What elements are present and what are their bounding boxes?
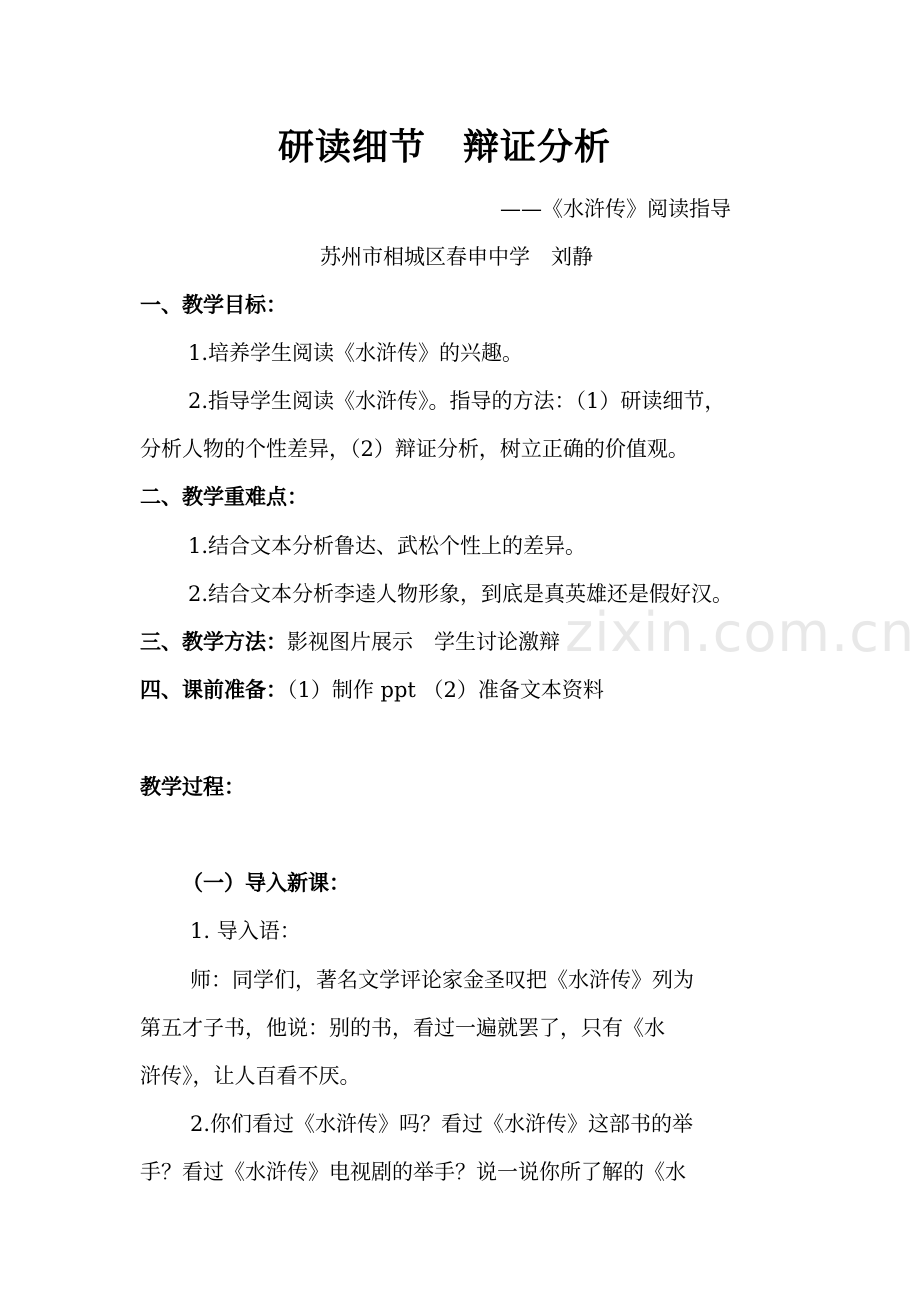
section-methods <box>140 627 560 657</box>
section-heading-preparation: 四、课前准备： <box>140 678 287 702</box>
process-heading: 教学过程： <box>140 775 245 799</box>
author-line: 苏州市相城区春申中学 刘静 <box>320 245 593 269</box>
preparation-text: （1）制作 ppt （2）准备文本资料 <box>287 678 604 702</box>
paragraph-1-line-1: 师：同学们，著名文学评论家金圣叹把《水浒传》列为 <box>190 968 694 992</box>
goal-item-1: 1.培养学生阅读《水浒传》的兴趣。 <box>188 341 524 365</box>
goal-item-2-line-2: 分析人物的个性差异，（2）辩证分析，树立正确的价值观。 <box>140 437 689 461</box>
document-title: 研读细节 辩证分析 <box>278 127 612 168</box>
key-point-2: 2.结合文本分析李逵人物形象，到底是真英雄还是假好汉。 <box>188 582 734 606</box>
section-preparation <box>140 675 604 705</box>
intro-label: 1. 导入语： <box>190 919 301 943</box>
methods-text: 影视图片展示 学生讨论激辩 <box>287 630 560 654</box>
watermark: zixin.com.cn <box>565 601 916 664</box>
key-point-1: 1.结合文本分析鲁达、武松个性上的差异。 <box>188 534 587 558</box>
goal-item-2-line-1: 2.指导学生阅读《水浒传》。指导的方法：（1）研读细节， <box>188 389 726 413</box>
section-heading-key-points: 二、教学重难点： <box>140 485 308 509</box>
section-heading-methods: 三、教学方法： <box>140 630 287 654</box>
paragraph-2-line-1: 2.你们看过《水浒传》吗？看过《水浒传》这部书的举 <box>190 1112 694 1136</box>
paragraph-1-line-2: 第五才子书，他说：别的书，看过一遍就罢了，只有《水 <box>140 1016 665 1040</box>
paragraph-2-line-2: 手？看过《水浒传》电视剧的举手？说一说你所了解的《水 <box>140 1160 686 1184</box>
part-1-heading: （一）导入新课： <box>182 871 350 895</box>
document-subtitle: ——《水浒传》阅读指导 <box>500 197 731 221</box>
paragraph-1-line-3: 浒传》，让人百看不厌。 <box>140 1064 361 1088</box>
section-heading-goals: 一、教学目标： <box>140 293 287 317</box>
